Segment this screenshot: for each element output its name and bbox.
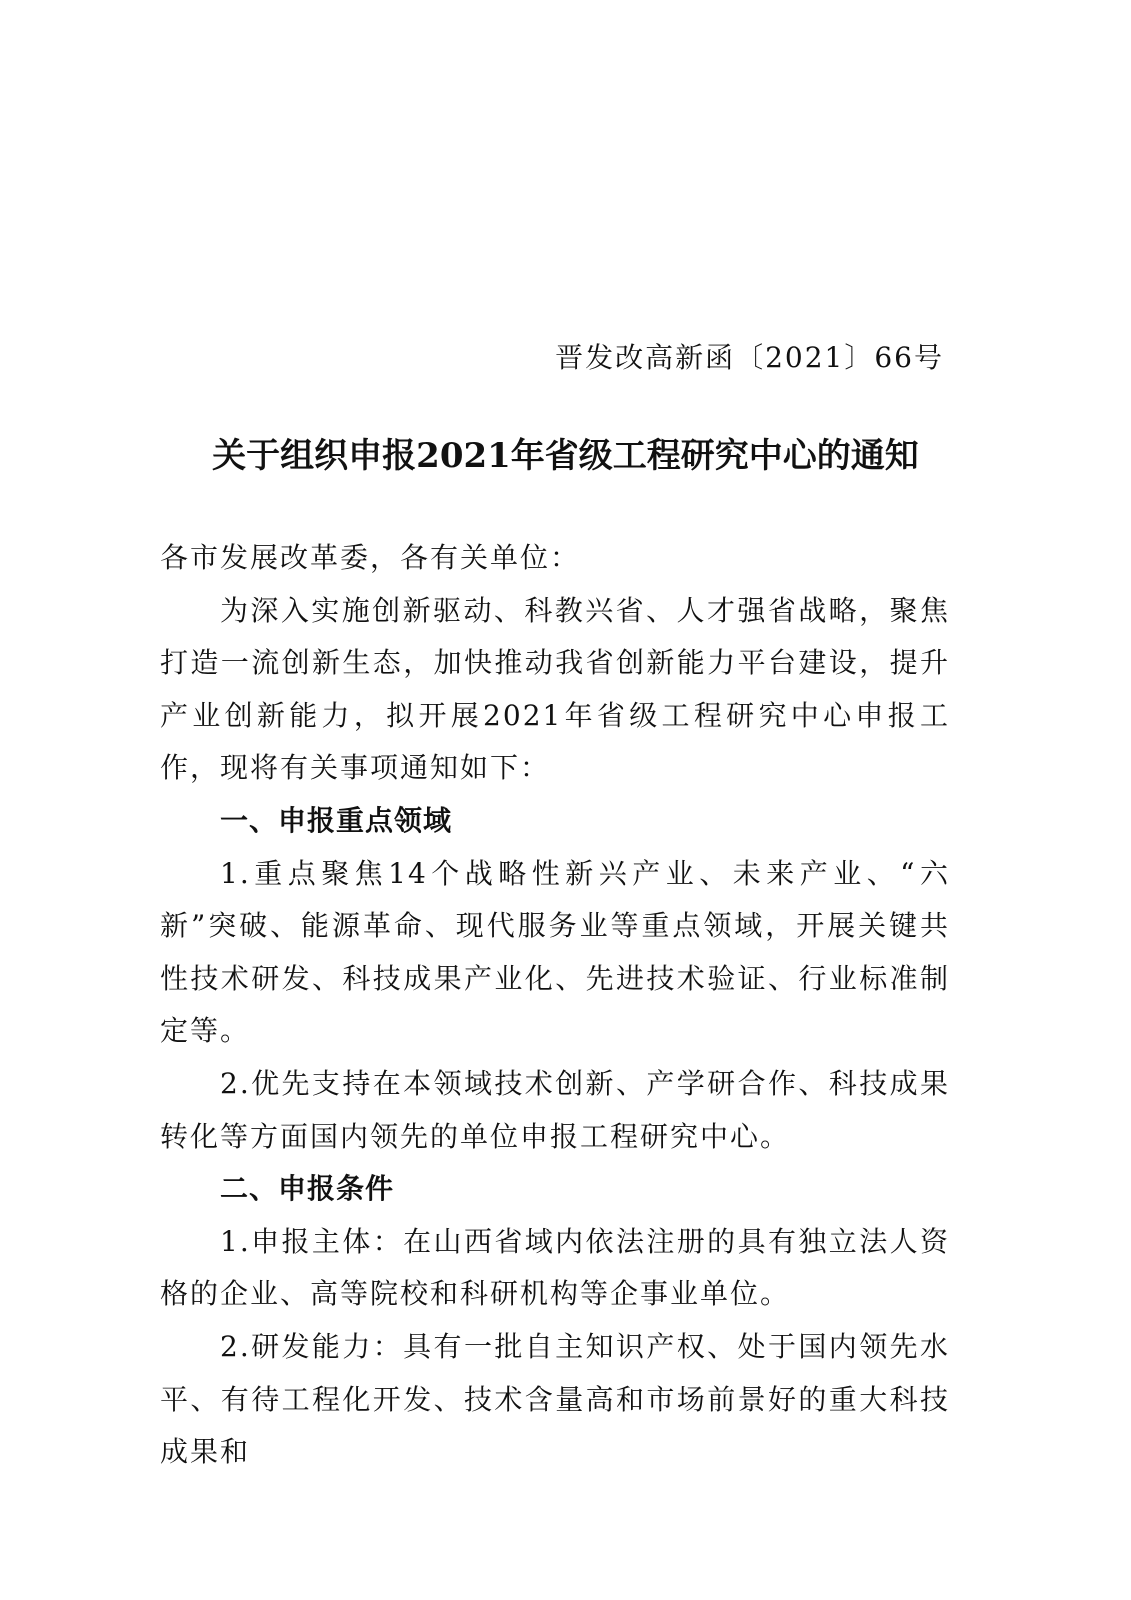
section-2-item-1: 1.申报主体：在山西省域内依法注册的具有独立法人资格的企业、高等院校和科研机构等企事业单位。 [160, 1224, 950, 1311]
document-body [160, 532, 950, 1479]
document-number: 晋发改高新函〔2021〕66号 [555, 341, 944, 374]
section-heading-2: 二、申报条件 [220, 1172, 395, 1206]
section-1-item-2: 2.优先支持在本领域技术创新、产学研合作、科技成果转化等方面国内领先的单位申报工程研究中心。 [160, 1066, 950, 1153]
section-2-item-2: 2.研发能力：具有一批自主知识产权、处于国内领先水平、有待工程化开发、技术含量高和市场前景好的重大科技成果和 [160, 1329, 950, 1469]
section-heading-1: 一、申报重点领域 [220, 803, 453, 837]
document-title: 关于组织申报2021年省级工程研究中心的通知 [212, 436, 919, 476]
section-1-item-1: 1.重点聚焦14个战略性新兴产业、未来产业、“六新”突破、能源革命、现代服务业等重点领域，开展关键共性技术研发、科技成果产业化、先进技术验证、行业标准制定等。 [160, 856, 950, 1048]
salutation: 各市发展改革委，各有关单位： [160, 541, 581, 574]
intro-paragraph: 为深入实施创新驱动、科教兴省、人才强省战略，聚焦打造一流创新生态，加快推动我省创新能力平台建设，提升产业创新能力，拟开展2021年省级工程研究中心申报工作，现将有关事项通知如下： [160, 593, 950, 785]
